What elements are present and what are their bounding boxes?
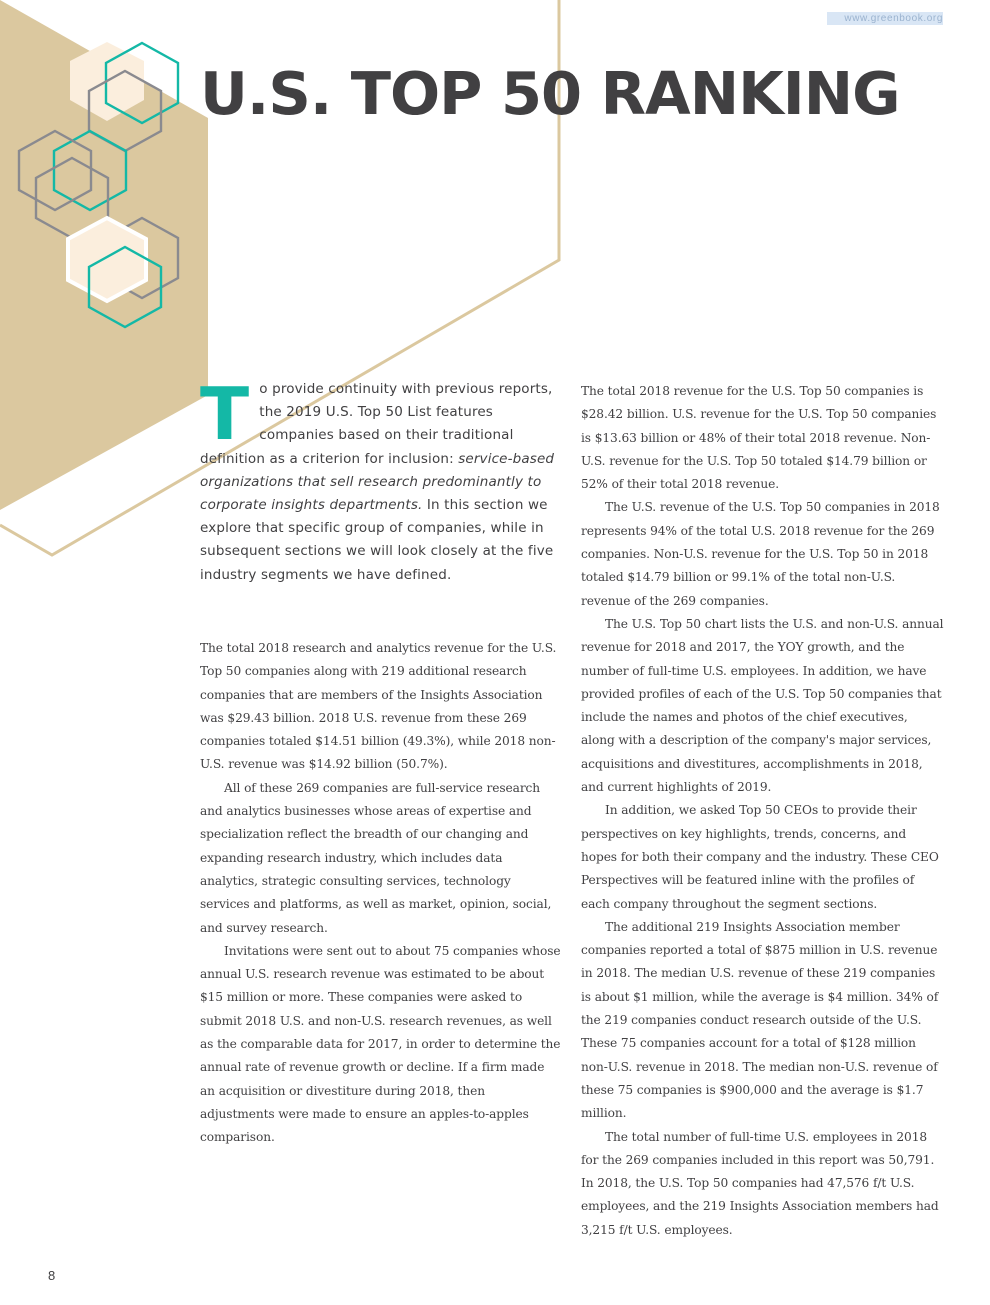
- body-paragraph: The U.S. revenue of the U.S. Top 50 companies in 2018 represents 94% of the total U.S. 2018 revenue for the 269 companies. Non-U.S. revenue for the U.S. Top 50 in 2018 totaled $14.79 billion or 99.1% of the total non-U.S. revenue of the 269 companies.: [581, 500, 940, 608]
- body-paragraph: The total 2018 revenue for the U.S. Top 50 companies is $28.42 billion. U.S. revenue for the U.S. Top 50 companies is $13.63 billion or 48% of their total 2018 revenue. Non-U.S. revenue for the U.S. Top 50 totaled $14.79 billion or 52% of their total 2018 revenue.: [581, 384, 937, 492]
- body-paragraph: The additional 219 Insights Association member companies reported a total of $875 million in U.S. revenue in 2018. The median U.S. revenue of these 219 companies is about $1 million, while the average is $4 million. 34% of the 219 companies conduct research outside of the U.S. These 75 companies account for a total of $128 million non-U.S. revenue in 2018. The median non-U.S. revenue of these 75 companies is $900,000 and the average is $1.7 million.: [581, 919, 939, 1121]
- lead-text: o provide continuity with previous reports, the 2019 U.S. Top 50 List features companies based on their traditional definition as a criterion for inclusion:: [200, 381, 553, 467]
- right-text-column: [581, 380, 945, 1242]
- drop-cap: T: [200, 372, 250, 456]
- lead-definition: service-based organizations that sell research predominantly to corporate insights departments.: [200, 450, 555, 514]
- cream-hexagon-bottom: [68, 218, 146, 301]
- left-text-column: [200, 637, 562, 1150]
- body-paragraph: The total 2018 research and analytics revenue for the U.S. Top 50 companies along with 219 additional research companies that are members of the Insights Association was $29.43 billion. 2018 U.S. revenue from these 269 companies totaled $14.51 billion (49.3%), while 2018 non-U.S. revenue was $14.92 billion (50.7%).: [200, 641, 557, 772]
- page-number: 8: [48, 1268, 56, 1283]
- body-paragraph: The total number of full-time U.S. employees in 2018 for the 269 companies included in this report was 50,791. In 2018, the U.S. Top 50 companies had 47,576 f/t U.S. employees, and the 219 Insights Association members had 3,215 f/t U.S. employees.: [581, 1129, 939, 1237]
- page-title: U.S. TOP 50 RANKING: [200, 59, 900, 128]
- body-paragraph: All of these 269 companies are full-service research and analytics businesses whose areas of expertise and specialization reflect the breadth of our changing and expanding research industry, which includes data analytics, strategic consulting services, technology services and platforms, as well as market, opinion, social, and survey research.: [200, 780, 552, 935]
- website-url: www.greenbook.org: [827, 12, 943, 25]
- body-paragraph: The U.S. Top 50 chart lists the U.S. and non-U.S. annual revenue for 2018 and 2017, the YOY growth, and the number of full-time U.S. employees. In addition, we have provided profiles of each of the U.S. Top 50 companies that include the names and photos of the chief executives, along with a description of the company's major services, acquisitions and divestitures, accomplishments in 2018, and current highlights of 2019.: [581, 616, 944, 795]
- body-paragraph: Invitations were sent out to about 75 companies whose annual U.S. research revenue was estimated to be about $15 million or more. These companies were asked to submit 2018 U.S. and non-U.S. research revenues, as well as the comparable data for 2017, in order to determine the annual rate of revenue growth or decline. If a firm made an acquisition or divestiture during 2018, then adjustments were made to ensure an apples-to-apples comparison.: [200, 943, 561, 1145]
- lead-paragraph: [200, 372, 562, 587]
- body-paragraph: In addition, we asked Top 50 CEOs to provide their perspectives on key highlights, trends, concerns, and hopes for both their company and the industry. These CEO Perspectives will be featured inline with the profiles of each company throughout the segment sections.: [581, 803, 939, 911]
- lead-text-end: In this section we explore that specific group of companies, while in subsequent sections we will look closely at the five industry segments we have defined.: [200, 497, 554, 583]
